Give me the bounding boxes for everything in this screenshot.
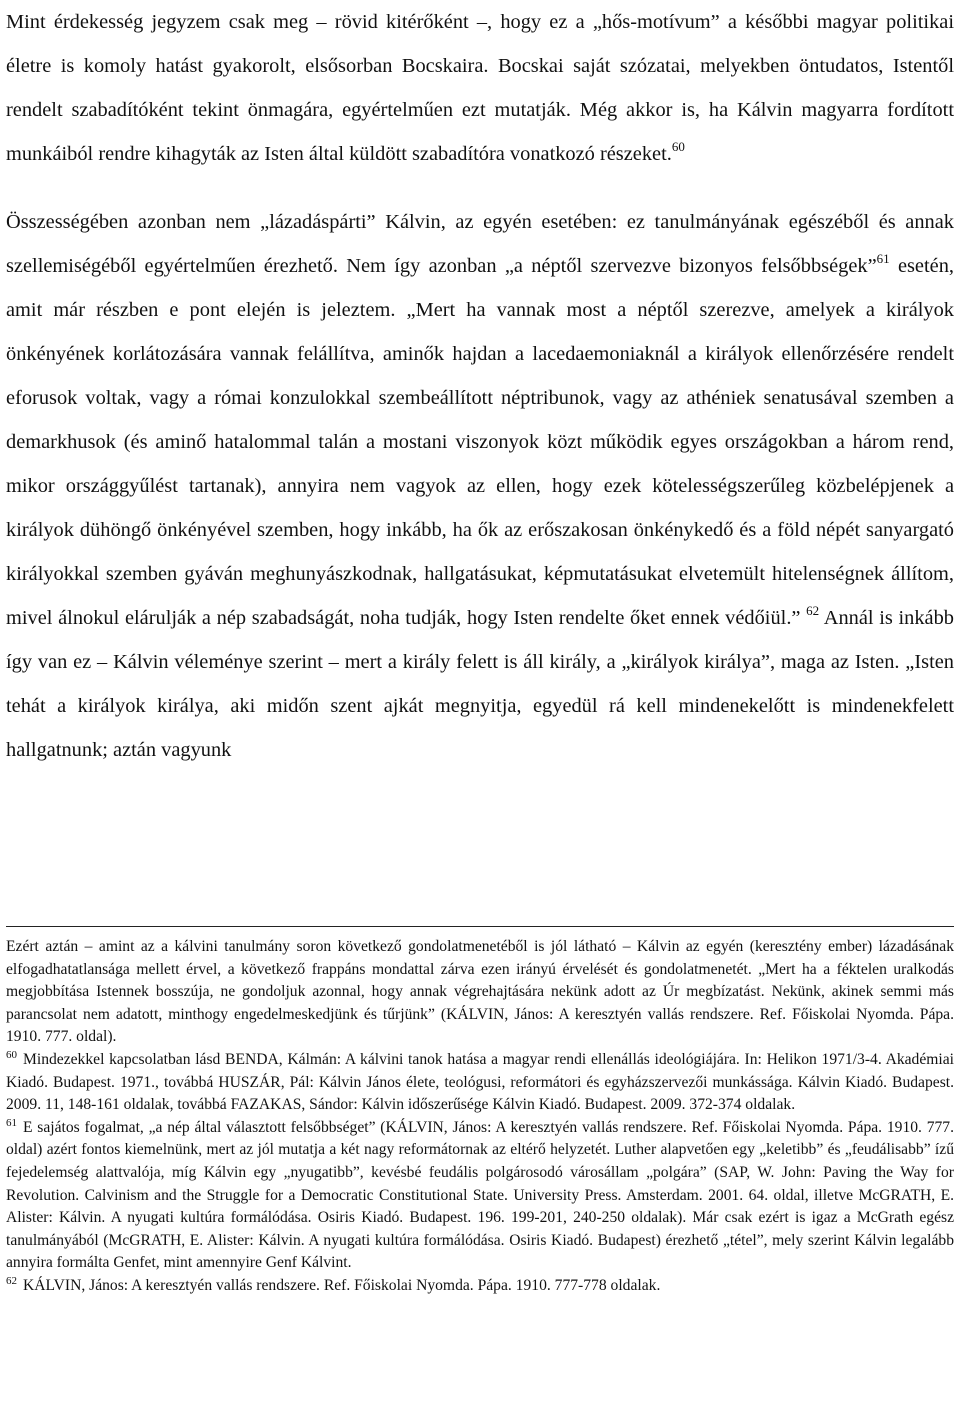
- footnote-continued: Ezért aztán – amint az a kálvini tanulmány soron következő gondolatmenetéből is jól látható – Kálvin az egyén (keresztény ember) lázadásának elfogadhatatlansága mellett érvel, a következő frappáns mondattal zárva ezen irányú érvelését és gondolatmenetét. „Mert ha a féktelen uralkodás megjobbítása Istennek bosszúja, ne gondoljuk azonnal, hogy annak végrehajtására nekünk adott az Úr megbízatást. Nekünk, akinek semmi más parancsolat nem adatott, minthogy engedelmeskedjünk és tűrjünk” (KÁLVIN, János: A keresztyén vallás rendszere. Ref. Főiskolai Nyomda. Pápa. 1910. 777. oldal).: [6, 938, 954, 1046]
- footnote-62-number: 62: [6, 1274, 17, 1287]
- paragraph-2-text-a: Összességében azonban nem „lázadáspárti” Kálvin, az egyén esetében: ez tanulmányának egészéből és annak szellemiségéből egyértelműen érezhető. Nem így azonban „a néptől szervezve bizonyos felsőbbségek”: [6, 211, 954, 277]
- footnote-ref-60[interactable]: 60: [671, 139, 685, 154]
- paragraph-2-text-c: Annál is inkább így van ez – Kálvin véleménye szerint – mert a király felett is áll király, a „királyok királya”, maga az Isten. „Isten tehát a királyok királya, aki midőn szent ajkát megnyitja, egyedül rá kell mindenekelőtt is mindenekfelett hallgatnunk; aztán vagyunk: [6, 607, 954, 761]
- footnote-separator: [6, 926, 954, 927]
- footnote-62-text: KÁLVIN, János: A keresztyén vallás rendszere. Ref. Főiskolai Nyomda. Pápa. 1910. 777-778 oldalak.: [23, 1276, 661, 1294]
- paragraph-1-text: Mint érdekesség jegyzem csak meg – rövid kitérőként –, hogy ez a „hős-motívum” a későbbi magyar politikai életre is komoly hatást gyakorolt, elsősorban Bocskaira. Bocskai saját szózatai, melyekben öntudatos, Istentől rendelt szabadítóként tekint önmagára, egyértelműen ezt mutatják. Még akkor is, ha Kálvin magyarra fordított munkáiból rendre kihagyták az Isten által küldött szabadítóra vonatkozó részeket.: [6, 11, 954, 165]
- footnote-62: [6, 1275, 954, 1298]
- footnote-ref-62[interactable]: 62: [806, 603, 820, 618]
- footnote-ref-61[interactable]: 61: [876, 251, 890, 266]
- footnotes: [6, 936, 954, 1298]
- footnote-60-number: 60: [6, 1048, 17, 1061]
- footnote-60: [6, 1049, 954, 1117]
- footnote-61: [6, 1117, 954, 1275]
- footnote-60-text: Mindezekkel kapcsolatban lásd BENDA, Kálmán: A kálvini tanok hatása a magyar rendi ellenállás ideológiájára. In: Helikon 1971/3-4. Akadémiai Kiadó. Budapest. 1971., továbbá HUSZÁR, Pál: Kálvin János élete, teológusi, reformátori és egyházszervezői munkássága. Kálvin Kiadó. Budapest. 2009. 11, 148-161 oldalak, továbbá FAZAKAS, Sándor: Kálvin időszerűsége Kálvin Kiadó. Budapest. 2009. 372-374 oldalak.: [6, 1050, 954, 1114]
- paragraph-2-text-b: esetén, amit már részben e pont elején is jeleztem. „Mert ha vannak most a néptől szerezve, amelyek a királyok önkényének korlátozására vannak felállítva, aminők hajdan a lacedaemoniaknál a királyok ellenőrzésére rendelt eforusok voltak, vagy a római konzulokkal szembeállított néptribunok, vagy az athéniek senatusával szemben a demarkhusok (és aminő hatalommal talán a mostani viszonyok közt működik egyes országokban a három rend, mikor országgyűlést tartanak), annyira nem vagyok az ellen, hogy ezek kötelességszerűleg közbelépjenek a királyok dühöngő önkényével szemben, hogy inkább, ha ők az erőszakosan önkénykedő és a föld népét sanyargató királyokkal szemben gyáván meghunyászkodnak, hallgatásukat, képmutatásukat elvetemült hitelenségnek állítom, mivel álnokul elárulják a nép szabadságát, noha tudják, hogy Isten rendelte őket ennek védőiül.”: [6, 255, 954, 629]
- paragraph-1: [6, 0, 954, 176]
- main-text: [6, 0, 954, 772]
- paragraph-2: [6, 200, 954, 772]
- footnote-61-text: E sajátos fogalmat, „a nép által választott felsőbbséget” (KÁLVIN, János: A keresztyén vallás rendszere. Ref. Főiskolai Nyomda. Pápa. 1910. 777. oldal) azért fontos kiemelnünk, mert az jól mutatja a két nagy reformátornak az eltérő helyzetét. Luther alapvetően egy „keletibb” és „feudálisabb” ízű fejedelemség alattvalója, míg Kálvin egy „nyugatibb”, kevésbé feudális polgárosodó városállam „polgára” (SAP, W. John: Paving the Way for Revolution. Calvinism and the Struggle for a Democratic Constitutional State. University Press. Amsterdam. 2001. 64. oldal, illetve McGRATH, E. Alister: Kálvin. A nyugati kultúra formálódása. Osiris Kiadó. Budapest. 196. 199-201, 240-250 oldalak). Már csak ezért is igaz a McGrath egész tanulmányából (McGRATH, E. Alister: Kálvin. A nyugati kultúra formálódása. Osiris Kiadó. Budapest) érezhető „tétel”, mely szerint Kálvin legalább annyira formálta Genfet, mint amennyire Genf Kálvint.: [6, 1118, 954, 1272]
- footnote-61-number: 61: [6, 1116, 17, 1129]
